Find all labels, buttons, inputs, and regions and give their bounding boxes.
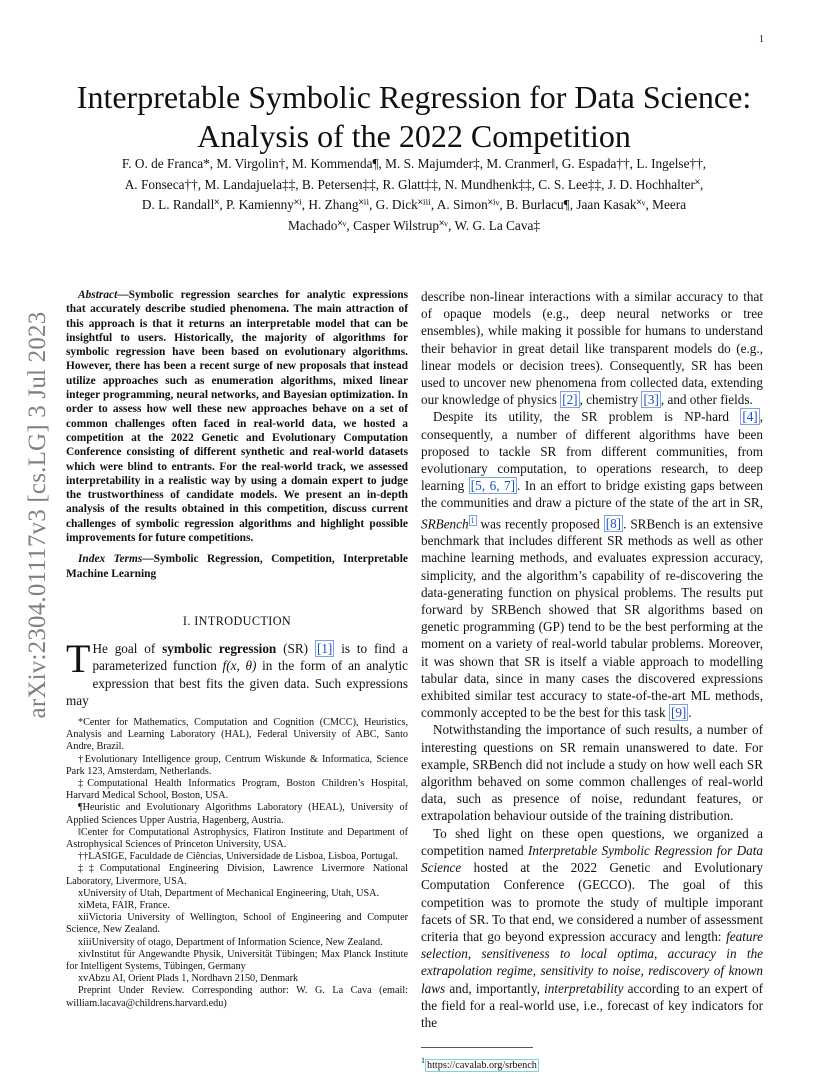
intro-text-d: in the form of an analytic expression that best fits the given data. Such expressions may — [66, 658, 408, 708]
footnote-link-1[interactable]: 1 — [470, 515, 475, 525]
text-run: To shed light on these open questions, we organized a competition named — [421, 825, 763, 858]
intro-text-c: is to find a parameterized function — [92, 641, 408, 674]
section-heading-introduction: I. INTRODUCTION — [182, 613, 292, 628]
footnote: xiiiUniversity of otago, Department of Information Science, New Zealand. — [78, 936, 383, 948]
drop-cap: T — [66, 636, 91, 682]
srbench-url-link[interactable]: https://cavalab.org/srbench — [427, 1059, 537, 1071]
footnote: xiMeta, FAIR, France. — [78, 900, 170, 911]
citation-link-1[interactable]: [1] — [316, 641, 333, 657]
citation-link-2[interactable]: [2] — [562, 392, 578, 408]
paragraph-open-questions: Notwithstanding the importance of such results, a number of interesting questions on SR remain unanswered to date. For example, SRBench did not include a study on how well each SR algorithm behaved on some common challenges of real-world data, such as presence of noise, redundant features, or extrapolation behaviour outside of the training distribution. — [421, 722, 763, 824]
paragraph-np-hard — [421, 408, 763, 721]
footnote: xivInstitut für Angewandte Physik, Universität Tübingen; Max Planck Institute for Intelligent Systems, Tübingen, Germany — [66, 948, 408, 973]
text-run: . In an effort to bridge existing gaps between the communities and draw a picture of the state of the art in SR, — [421, 478, 763, 511]
criterion-term: sensitiveness to local optima — [481, 946, 654, 962]
paper-title — [40, 78, 788, 156]
authors-line-2: A. Fonseca††, M. Landajuela‡‡, B. Petersen‡‡, R. Glatt‡‡, N. Mundhenk‡‡, C. S. Lee‡‡, J. D. Hochhalter˟, — [124, 176, 704, 192]
footnote-marker: 1 — [421, 1056, 425, 1066]
text-run: . SRBench is an extensive benchmark that includes different SR methods as well as other machine learning methods, and evaluates expression accuracy, simplicity, and the algorithm’s capability of re-discovering the data-generating function on physical problems. The results put forward by SRBench showed that SR algorithms based on genetic programming (GP) tend to be the best performing at the moment on a variety of real-world tabular problems. Moreover, it was shown that SR is itself a viable approach to modelling tabular data, since in many cases the discovered expressions exhibited similar test accuracy to state-of-the-art ML methods, commonly accepted to be the best for this task — [421, 516, 763, 721]
arxiv-stamp — [18, 300, 58, 730]
citation-link-5-6-7[interactable]: [5, 6, 7] — [470, 478, 516, 494]
intro-text-a: He goal of — [92, 641, 163, 657]
affiliation-footnotes — [66, 717, 408, 1010]
page-number: 1 — [759, 34, 764, 45]
index-terms-text: —Symbolic Regression, Competition, Interpretable Machine Learning — [66, 553, 408, 580]
citation-link-4[interactable]: [4] — [742, 409, 758, 425]
footnote: xvAbzu AI, Orient Plads 1, Nordhavn 2150, Denmark — [78, 973, 299, 985]
criterion-term: accuracy in the extrapolation regime — [421, 946, 764, 979]
abstract-label: Abstract — [78, 289, 118, 301]
srbench-footnote — [421, 1052, 763, 1074]
title-line-2: Analysis of the 2022 Competition — [197, 118, 631, 154]
intro-math: f(x, θ) — [222, 658, 257, 674]
footnote: ¶Heuristic and Evolutionary Algorithms Laboratory (HEAL), University of Applied Sciences Upper Austria, Hagenberg, Austria. — [66, 802, 408, 826]
text-run: . — [688, 705, 692, 721]
footnote: xiiVictoria University of Wellington, School of Engineering and Computer Science, New Zealand. — [66, 912, 408, 936]
authors-line-1: F. O. de Franca*, M. Virgolin†, M. Kommenda¶, M. S. Majumder‡, M. Cranmer‖, G. Espada††, L. Ingelse††, — [121, 156, 707, 171]
index-terms-label: Index Terms — [78, 553, 143, 566]
srbench-term: SRBench — [421, 516, 469, 532]
arxiv-identifier[interactable]: arXiv:2304.01117v3 [cs.LG] 3 Jul 2023 — [24, 311, 51, 719]
text-run: according to an expert of the field for a real-world use, i.e., forecast of key indicators for the — [421, 980, 763, 1030]
footnote: ‡‡Computational Engineering Division, Lawrence Livermore National Laboratory, Livermore, USA. — [66, 863, 408, 887]
text-run: , chemistry — [579, 392, 642, 408]
paragraph-continued — [421, 288, 763, 408]
footnote: Preprint Under Review. Corresponding author: W. G. La Cava (email: william.lacava@childrens.harvard.edu) — [66, 985, 408, 1009]
authors-line-4: Machado˟ᵛ, Casper Wilstrup˟ᵛ, W. G. La Cava‡ — [287, 217, 541, 233]
authors-line-3: D. L. Randall˟, P. Kamienny˟ⁱ, H. Zhang˟ⁱⁱ, G. Dick˟ⁱⁱⁱ, A. Simon˟ⁱᵛ, B. Burlacu¶, Jaan Kasak˟ᵛ, Meera — [141, 197, 687, 212]
footnote: ‡Computational Health Informatics Program, Boston Children’s Hospital, Harvard Medical School, Boston, USA. — [66, 777, 408, 802]
text-run: was recently proposed — [476, 516, 604, 532]
criterion-term: sensitivity to noise — [540, 963, 641, 979]
footnote-divider — [421, 1047, 533, 1048]
criterion-term: interpretability — [544, 980, 624, 996]
text-run: hosted at the 2022 Genetic and Evolutionary Computation Conference (GECCO). The goal of this competition was to promote the study of multiple imporant facets of SR. To that end, we considered a number of assessment criteria that go beyond expression accuracy and length: — [421, 860, 763, 944]
criterion-term: feature selection — [421, 928, 763, 962]
text-run: , consequently, a number of different algorithms have been proposed to tackle SR from different communities, from evolutionary computation, to operations research, to deep learning — [421, 409, 763, 494]
footnote: *Center for Mathematics, Computation and Cognition (CMCC), Heuristics, Analysis and Learning Laboratory (HAL), Federal University of ABC, Santo Andre, Brazil. — [66, 716, 408, 753]
intro-text-b: (SR) — [276, 641, 315, 657]
citation-link-9[interactable]: [9] — [670, 705, 687, 721]
index-terms — [66, 552, 408, 581]
left-column — [66, 288, 408, 1010]
citation-link-3[interactable]: [3] — [643, 392, 659, 408]
footnote: ††LASIGE, Faculdade de Ciências, Universidade de Lisboa, Lisboa, Portugal. — [78, 851, 398, 863]
text-run: Despite its utility, the SR problem is NP-hard — [433, 409, 741, 425]
footnote: †Evolutionary Intelligence group, Centrum Wiskunde & Informatica, Science Park 123, Amsterdam, Netherlands. — [66, 753, 408, 777]
abstract-text: —Symbolic regression searches for analytic expressions that accurately describe studied phenomena. The main attraction of this approach is that it returns an interpretable model that can be insightful to users. Historically, the majority of algorithms for symbolic regression have been based on evolutionary algorithms. However, there has been a recent surge of new proposals that instead utilize approaches such as enumeration algorithms, mixed linear integer programming, neural networks, and Bayesian optimization. In order to assess how well these new approaches behave on a set of common challenges often faced in real-world data, we hosted a competition at the 2022 Genetic and Evolutionary Computation Conference consisting of different synthetic and real-world datasets which were blind to entrants. For the real-world track, we assessed interpretability in a realistic way by using a domain expert to judge the trustworthiness of candidate models. We present an in-depth analysis of the results obtained in this competition, discuss current challenges of symbolic regression algorithms and highlight possible improvements for future competitions. — [66, 289, 408, 545]
criterion-term: rediscovery of known laws — [421, 963, 764, 996]
text-run: and, importantly, — [445, 980, 545, 996]
footnote: ‖Center for Computational Astrophysics, Flatiron Institute and Department of Astrophysical Sciences of Princeton University, USA. — [66, 826, 408, 850]
intro-paragraph — [66, 636, 408, 709]
title-line-1: Interpretable Symbolic Regression for Data Science: — [76, 79, 752, 115]
author-list — [60, 154, 768, 236]
intro-bold-term: symbolic regression — [162, 641, 277, 657]
footnote: xUniversity of Utah, Department of Mechanical Engineering, Utah, USA. — [78, 887, 380, 899]
right-column — [421, 288, 763, 1074]
citation-link-8[interactable]: [8] — [605, 516, 622, 532]
paragraph-competition: To shed light on these open questions, we organized a competition named Interpretable Symbolic Regression for Data Science hosted at the 2022 Genetic and Evolutionary Computation Conference (GECCO). The goal of this competition was to promote the study of multiple imporant facets of SR. To that end, we considered a number of assessment criteria that go beyond expression accuracy and length: feature selection, sensitiveness to local optima, accuracy in the extrapolation regime, sensitivity to noise, rediscovery of known laws and, importantly, interpretability according to an expert of the field for a real-world use, i.e., forecast of key indicators for the — [421, 825, 764, 1030]
text-run: , and other fields. — [660, 392, 753, 408]
abstract — [66, 288, 408, 545]
text-run: describe non-linear interactions with a similar accuracy to that of opaque models (e.g., deep neural networks or tree ensembles), while making it possible for humans to understand their behavior in great detail like transparent models do (e.g., linear models or decision trees). Consequently, SR has been used to uncover new phenomena from collected data, extending our knowledge of physics — [421, 289, 763, 408]
competition-name: Interpretable Symbolic Regression for Data Science — [421, 842, 763, 876]
